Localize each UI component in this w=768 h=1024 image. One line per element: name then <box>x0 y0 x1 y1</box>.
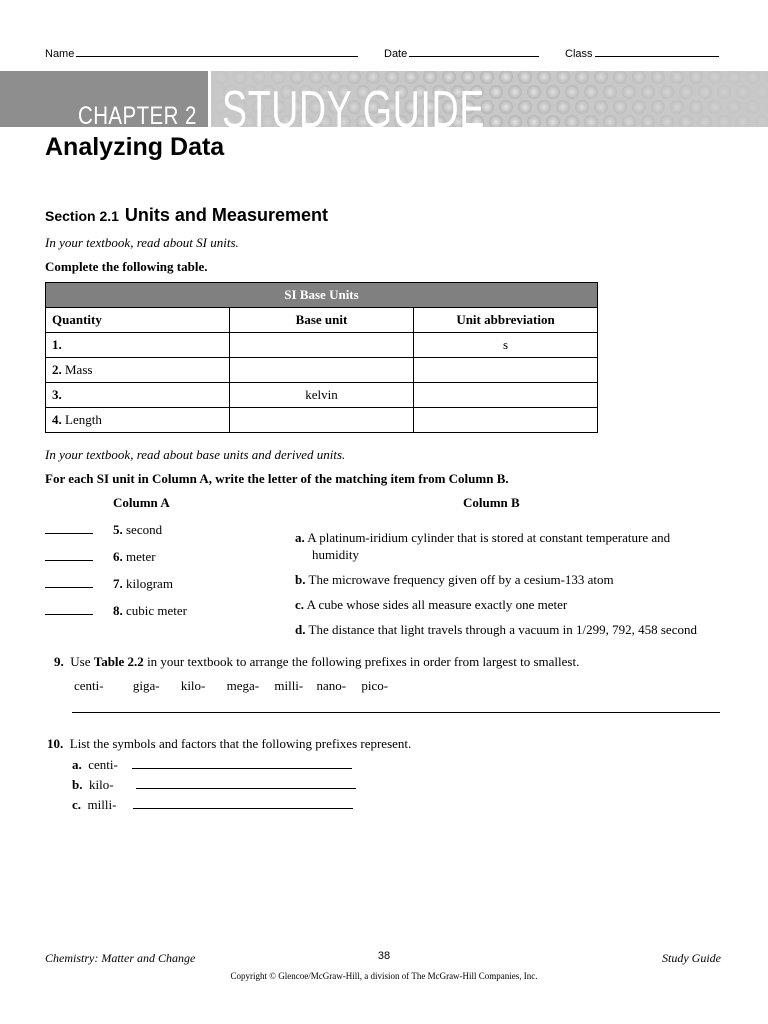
banner-dot <box>651 71 665 84</box>
banner-dot <box>689 71 703 84</box>
prefix-item: giga- <box>132 678 160 693</box>
quantity-cell[interactable] <box>46 358 230 383</box>
header-unit-abbreviation: Unit abbreviation <box>414 308 598 333</box>
banner-dot <box>660 115 674 127</box>
column-b-item-continued: humidity <box>312 547 359 562</box>
row-number: 4. <box>52 412 62 427</box>
banner-dot <box>556 71 570 84</box>
banner-dot <box>546 85 560 99</box>
item-text: cubic meter <box>126 603 187 618</box>
banner-dot <box>499 100 513 114</box>
banner-dot <box>575 71 589 84</box>
item-text: meter <box>126 549 156 564</box>
answer-blank[interactable] <box>132 768 352 769</box>
banner-dot <box>708 71 722 84</box>
base-unit-cell[interactable]: kelvin <box>230 383 414 408</box>
banner-dot <box>689 100 703 114</box>
prefix-item: centi- <box>74 678 104 693</box>
class-label: Class <box>565 48 593 60</box>
column-a-item <box>45 549 156 565</box>
chapter-number: 2 <box>184 102 197 130</box>
column-a-item <box>45 603 187 619</box>
item-letter: a. <box>295 530 305 545</box>
row-number: 2. <box>52 362 62 377</box>
banner-dot <box>641 85 655 99</box>
banner-dot <box>622 115 636 127</box>
column-b-item <box>295 622 697 638</box>
quantity-cell[interactable] <box>46 408 230 433</box>
banner-dot <box>594 71 608 84</box>
banner-dot <box>565 115 579 127</box>
prefix-answer-row <box>72 777 356 793</box>
banner-dot <box>698 115 712 127</box>
banner-dot <box>575 100 589 114</box>
reading-note-si-units: In your textbook, read about SI units. <box>45 235 239 250</box>
base-unit-cell[interactable] <box>230 333 414 358</box>
column-b-item <box>295 597 567 613</box>
prefix-list <box>74 678 388 694</box>
banner-dot <box>546 115 560 127</box>
banner-dot <box>746 100 760 114</box>
item-text: kilogram <box>126 576 173 591</box>
base-unit-cell[interactable] <box>230 358 414 383</box>
banner-dot <box>736 115 750 127</box>
banner-dot <box>603 85 617 99</box>
answer-blank[interactable] <box>136 788 356 789</box>
banner-dot <box>613 100 627 114</box>
question-10 <box>47 736 411 752</box>
question-text-before: Use <box>70 654 94 669</box>
answer-line-9[interactable] <box>72 712 720 713</box>
date-field[interactable] <box>384 46 539 60</box>
study-guide-title: STUDY GUIDE <box>222 81 486 139</box>
banner-dot <box>651 100 665 114</box>
table-row <box>46 358 598 383</box>
prefix-item: pico- <box>361 678 389 693</box>
item-number: 7. <box>113 576 123 591</box>
banner-dot <box>499 71 513 84</box>
name-label: Name <box>45 48 75 60</box>
item-letter: b. <box>295 572 306 587</box>
item-text: centi- <box>88 757 118 772</box>
name-field[interactable] <box>45 46 358 60</box>
abbreviation-cell[interactable] <box>414 358 598 383</box>
question-number: 9. <box>54 654 64 669</box>
quantity-cell[interactable] <box>46 383 230 408</box>
name-blank-line[interactable] <box>76 46 358 57</box>
question-text-bold: Table 2.2 <box>93 654 144 669</box>
item-text: kilo- <box>88 777 114 792</box>
banner-dot <box>708 100 722 114</box>
banner-dot <box>679 85 693 99</box>
header-base-unit: Base unit <box>230 308 414 333</box>
footer-study-guide: Study Guide <box>662 951 721 965</box>
banner-dot <box>670 71 684 84</box>
banner-dot <box>622 85 636 99</box>
base-unit-cell[interactable] <box>230 408 414 433</box>
row-number: 3. <box>52 387 62 402</box>
quantity-value: Length <box>65 412 102 427</box>
banner-dot <box>755 85 768 99</box>
item-letter: c. <box>295 597 305 612</box>
answer-blank[interactable] <box>133 808 353 809</box>
banner-dot <box>508 85 522 99</box>
item-letter: d. <box>295 622 306 637</box>
answer-blank[interactable] <box>45 587 93 588</box>
prefix-answer-row <box>72 757 352 773</box>
prefix-item: mega- <box>226 678 260 693</box>
item-text: A platinum-iridium cylinder that is stored at constant temperature and <box>307 530 671 545</box>
question-number: 10. <box>47 736 64 751</box>
banner-dot <box>518 71 532 84</box>
column-a-header: Column A <box>113 495 170 510</box>
question-text: List the symbols and factors that the following prefixes represent. <box>69 736 412 751</box>
item-number: 5. <box>113 522 123 537</box>
column-a-item <box>45 522 162 538</box>
chapter-label <box>78 102 197 131</box>
banner-dot <box>537 100 551 114</box>
section-title: Units and Measurement <box>124 205 328 225</box>
section-number: Section 2.1 <box>45 208 119 224</box>
item-text: A cube whose sides all measure exactly one meter <box>306 597 568 612</box>
banner-dot <box>660 85 674 99</box>
banner-dot <box>679 115 693 127</box>
table-caption: SI Base Units <box>46 283 598 308</box>
table-instruction: Complete the following table. <box>45 259 208 274</box>
banner-dot <box>736 85 750 99</box>
banner-dot <box>755 115 768 127</box>
abbreviation-cell[interactable]: s <box>414 333 598 358</box>
prefix-item: kilo- <box>180 678 206 693</box>
column-b-header: Column B <box>463 495 520 510</box>
column-a-item <box>45 576 173 592</box>
item-number: 6. <box>113 549 123 564</box>
table-row <box>46 333 598 358</box>
banner-dot <box>527 85 541 99</box>
banner-dot <box>632 71 646 84</box>
item-letter: a. <box>72 757 82 772</box>
banner-dot <box>613 71 627 84</box>
row-number: 1. <box>52 337 62 352</box>
banner-dot <box>727 71 741 84</box>
answer-blank[interactable] <box>45 614 93 615</box>
answer-blank[interactable] <box>45 533 93 534</box>
banner-dot <box>698 85 712 99</box>
column-b-item <box>295 572 614 588</box>
reading-note-derived-units: In your textbook, read about base units and derived units. <box>45 447 346 462</box>
banner-dot <box>727 100 741 114</box>
table-row <box>46 408 598 433</box>
banner-dot <box>641 115 655 127</box>
banner-dot <box>603 115 617 127</box>
item-text: The microwave frequency given off by a cesium-133 atom <box>308 572 614 587</box>
item-letter: c. <box>72 797 82 812</box>
banner-dot <box>584 85 598 99</box>
item-text: The distance that light travels through a vacuum in 1/299, 792, 458 second <box>308 622 697 637</box>
banner-dot <box>508 115 522 127</box>
banner-dot <box>584 115 598 127</box>
item-text: milli- <box>87 797 117 812</box>
item-number: 8. <box>113 603 123 618</box>
banner-dot <box>537 71 551 84</box>
date-blank-line[interactable] <box>409 46 539 57</box>
question-text-after: in your textbook to arrange the following prefixes in order from largest to smallest. <box>143 654 580 669</box>
prefix-answer-row <box>72 797 353 813</box>
copyright-notice: Copyright © Glencoe/McGraw-Hill, a division of The McGraw-Hill Companies, Inc. <box>230 971 538 981</box>
abbreviation-cell[interactable] <box>414 383 598 408</box>
footer-book-title: Chemistry: Matter and Change <box>45 951 196 965</box>
class-blank-line[interactable] <box>595 46 719 57</box>
abbreviation-cell[interactable] <box>414 408 598 433</box>
banner-dot <box>565 85 579 99</box>
column-b-item <box>295 530 670 546</box>
banner-dot <box>670 100 684 114</box>
banner-dot <box>717 115 731 127</box>
banner-dot <box>489 85 503 99</box>
table-row <box>46 383 598 408</box>
item-letter: b. <box>72 777 83 792</box>
question-9 <box>54 654 579 670</box>
date-label: Date <box>384 48 408 60</box>
section-heading <box>45 205 328 226</box>
si-base-units-table <box>45 282 598 433</box>
class-field[interactable] <box>565 46 719 60</box>
prefix-item: milli- <box>274 678 304 693</box>
banner-dot <box>717 85 731 99</box>
banner-dot <box>518 100 532 114</box>
page-number: 38 <box>377 950 391 962</box>
quantity-cell[interactable] <box>46 333 230 358</box>
item-text: second <box>126 522 163 537</box>
answer-blank[interactable] <box>45 560 93 561</box>
page-title: Analyzing Data <box>45 133 225 161</box>
banner-dot <box>746 71 760 84</box>
quantity-value: Mass <box>65 362 93 377</box>
chapter-word: CHAPTER <box>78 102 179 130</box>
prefix-item: nano- <box>316 678 347 693</box>
banner-dot <box>632 100 646 114</box>
header-quantity: Quantity <box>46 308 230 333</box>
matching-instruction: For each SI unit in Column A, write the letter of the matching item from Column B. <box>45 471 509 486</box>
banner-dot <box>527 115 541 127</box>
banner-dot <box>594 100 608 114</box>
banner-dot <box>489 115 503 127</box>
banner-dot <box>556 100 570 114</box>
